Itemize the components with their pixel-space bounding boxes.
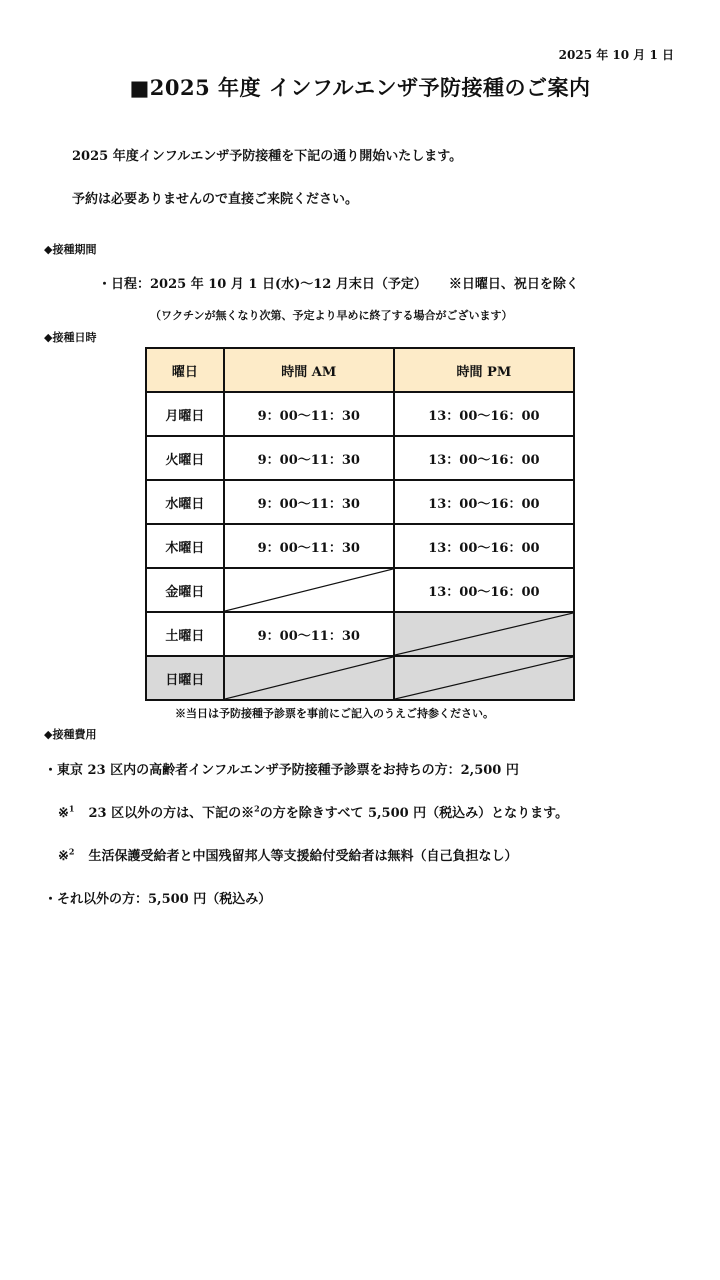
pm-cell-closed xyxy=(394,656,574,700)
hours-table xyxy=(145,347,575,701)
day-cell: 土曜日 xyxy=(146,612,224,656)
note-mark: ※ xyxy=(58,849,69,864)
note-mark: ※ xyxy=(58,806,69,821)
table-row xyxy=(146,392,574,436)
column-header-day: 曜日 xyxy=(146,348,224,392)
day-cell: 火曜日 xyxy=(146,436,224,480)
diagonal-slash-icon xyxy=(395,613,573,655)
note-reference: 2 xyxy=(254,803,260,814)
am-cell: 9：00～11：30 xyxy=(224,436,394,480)
am-cell: 9：00～11：30 xyxy=(224,524,394,568)
note-text-cont: の方を除きすべて 5,500 円（税込み）となります。 xyxy=(259,806,569,821)
day-cell: 月曜日 xyxy=(146,392,224,436)
note-number: 1 xyxy=(68,803,75,814)
note-text: 23 区以外の方は、下記の※ xyxy=(88,806,255,821)
day-cell: 水曜日 xyxy=(146,480,224,524)
note-text: 生活保護受給者と中国残留邦人等支援給付受給者は無料（自己負担なし） xyxy=(88,849,518,864)
section-heading-hours: ◆接種日時 xyxy=(44,331,97,344)
table-header-row xyxy=(146,348,574,392)
section-heading-fees: ◆接種費用 xyxy=(44,728,97,741)
table-row xyxy=(146,524,574,568)
note-number: 2 xyxy=(68,846,75,857)
schedule-line xyxy=(98,273,579,292)
pm-cell: 13：00～16：00 xyxy=(394,392,574,436)
schedule-dates: ・日程：2025 年 10 月 1 日(水)～12 月末日（予定） xyxy=(98,277,427,292)
pm-cell: 13：00～16：00 xyxy=(394,480,574,524)
fee-note-2 xyxy=(58,845,518,864)
intro-line-start: 2025 年度インフルエンザ予防接種を下記の通り開始いたします。 xyxy=(72,149,463,164)
schedule-exclusion: ※日曜日、祝日を除く xyxy=(448,277,579,292)
table-row xyxy=(146,612,574,656)
table-row xyxy=(146,436,574,480)
fee-item-tokyo-seniors: ・東京 23 区内の高齢者インフルエンザ予防接種予診票をお持ちの方：2,500 円 xyxy=(44,763,519,778)
day-cell: 金曜日 xyxy=(146,568,224,612)
am-cell: 9：00～11：30 xyxy=(224,612,394,656)
diagonal-slash-icon xyxy=(225,569,393,611)
fee-note-1 xyxy=(58,802,568,821)
pm-cell: 13：00～16：00 xyxy=(394,524,574,568)
pm-cell: 13：00～16：00 xyxy=(394,436,574,480)
am-cell: 9：00～11：30 xyxy=(224,480,394,524)
document-date: 2025 年 10 月 1 日 xyxy=(558,48,674,62)
am-cell-closed xyxy=(224,656,394,700)
column-header-pm: 時間 PM xyxy=(394,348,574,392)
pm-cell: 13：00～16：00 xyxy=(394,568,574,612)
table-footnote: ※当日は予防接種予診票を事前にご記入のうえご持参ください。 xyxy=(175,707,494,720)
vaccine-supply-note: （ワクチンが無くなり次第、予定より早めに終了する場合がございます） xyxy=(150,309,513,322)
table-row xyxy=(146,568,574,612)
am-cell: 9：00～11：30 xyxy=(224,392,394,436)
am-cell-closed xyxy=(224,568,394,612)
column-header-am: 時間 AM xyxy=(224,348,394,392)
fee-item-others: ・それ以外の方：5,500 円（税込み） xyxy=(44,892,272,907)
table-row xyxy=(146,656,574,700)
day-cell: 日曜日 xyxy=(146,656,224,700)
day-cell: 木曜日 xyxy=(146,524,224,568)
page-title: ■2025 年度 インフルエンザ予防接種のご案内 xyxy=(129,75,591,100)
table-row xyxy=(146,480,574,524)
section-heading-period: ◆接種期間 xyxy=(44,243,97,256)
pm-cell-closed xyxy=(394,612,574,656)
diagonal-slash-icon xyxy=(225,657,393,699)
intro-line-no-reservation: 予約は必要ありませんので直接ご来院ください。 xyxy=(72,192,359,207)
diagonal-slash-icon xyxy=(395,657,573,699)
